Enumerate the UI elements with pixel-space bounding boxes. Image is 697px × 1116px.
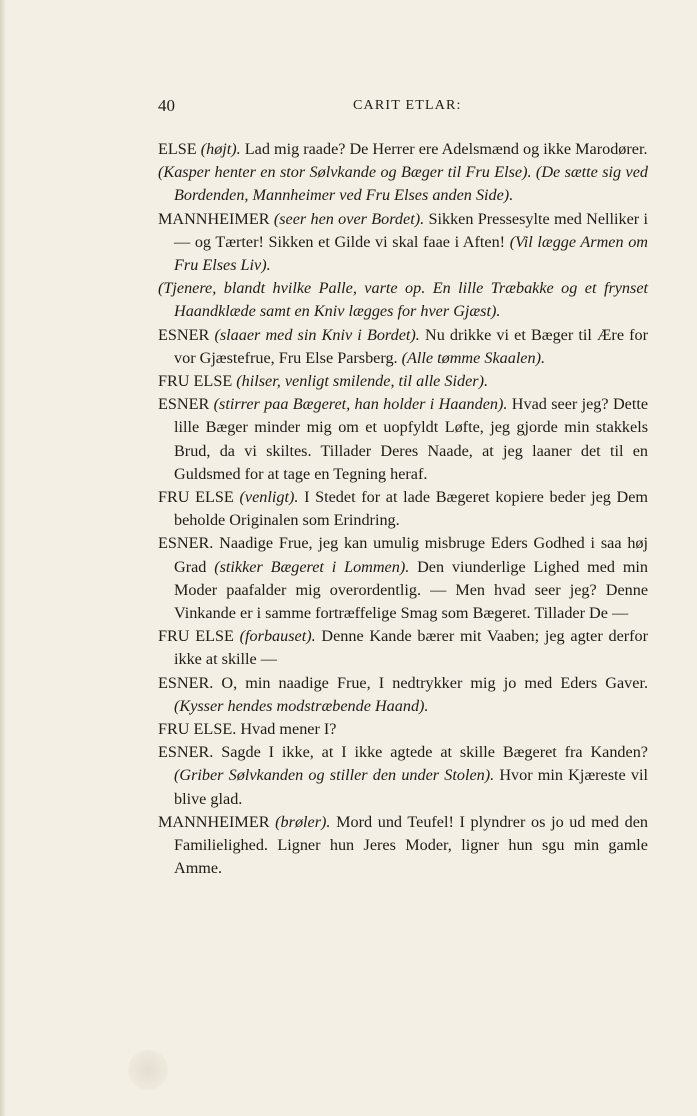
page-edge <box>0 0 6 1116</box>
dialogue-text: Hvor min Kjæreste vil blive glad. <box>174 766 648 808</box>
dialogue-text: Nu drikke vi et Bæger til Ære for vor Gjæstefrue, Fru Else Parsberg. <box>174 325 649 367</box>
dialogue-paragraph <box>158 811 648 881</box>
dialogue-text: Naadige Frue, jeg kan umulig misbruge Eders Godhed i saa høj Grad <box>174 534 649 576</box>
speaker-name: MANNHEIMER <box>158 812 270 831</box>
speaker-name: MANNHEIMER <box>158 209 270 228</box>
speaker-name: ESNER. <box>158 534 214 553</box>
stage-direction: (Griber Sølvkanden og stiller den under Stolen). <box>174 766 495 785</box>
dialogue-text: Hvad seer jeg? Dette lille Bæger minder mig om et uopfyldt Løfte, jeg gjorde min stakkels Brud, da vi skiltes. Tillader Deres Naade, at jeg laaner det til en Guldsmed for at tage en Tegning heraf. <box>174 395 648 483</box>
dialogue-text: I Stedet for at lade Bægeret kopiere beder jeg Dem beholde Originalen som Erindring. <box>174 488 649 530</box>
stage-direction: (venligt). <box>239 488 299 507</box>
dialogue-paragraph <box>158 370 648 393</box>
stage-direction: (højt). <box>200 140 241 158</box>
speaker-name: FRU ELSE <box>158 488 234 507</box>
speaker-name: FRU ELSE. <box>158 720 237 739</box>
stage-direction: (Kysser hendes modstræbende Haand). <box>174 696 429 715</box>
dialogue-paragraph <box>158 138 648 161</box>
dialogue-paragraph <box>158 532 648 625</box>
dialogue-paragraph <box>158 741 648 811</box>
page-header <box>158 96 647 120</box>
dialogue-text: Sikken Pressesylte med Nelliker i — og Tærter! Sikken et Gilde vi skal faae i Aften! <box>174 209 649 251</box>
page-number: 40 <box>158 96 175 115</box>
dialogue-text: O, min naadige Frue, I nedtrykker mig jo med Eders Gaver. <box>221 673 648 692</box>
dialogue-text: Mord und Teufel! I plyndrer os jo ud med den Familielighed. Ligner hun Jeres Moder, ligner hun sgu min gamle Amme. <box>174 812 649 878</box>
dialogue-paragraph <box>158 486 648 532</box>
stage-direction: (slaaer med sin Kniv i Bordet). <box>214 325 420 344</box>
stage-direction: (Alle tømme Skaalen). <box>401 348 546 367</box>
speaker-name: ESNER <box>158 395 210 414</box>
dialogue-paragraph <box>158 625 648 671</box>
dialogue-text: Denne Kande bærer mit Vaaben; jeg agter derfor ikke at skille — <box>174 627 649 669</box>
stage-direction: (Kasper henter en stor Sølvkande og Bæger til Fru Else). (De sætte sig ved Bordenden, Mannheimer ved Fru Elses anden Side). <box>158 163 648 205</box>
dialogue-text: Sagde I ikke, at I ikke agtede at skille Bægeret fra Kanden? <box>221 743 648 762</box>
dialogue-text: Hvad mener I? <box>240 720 337 739</box>
dialogue-text: Lad mig raade? De Herrer ere Adelsmænd og ikke Marodører. <box>244 140 648 158</box>
running-head: CARIT ETLAR: <box>353 98 462 113</box>
stage-direction-paragraph <box>158 161 648 207</box>
dialogue-paragraph <box>158 672 648 718</box>
stage-direction: (Vil lægge Armen om Fru Elses Liv). <box>174 232 648 275</box>
dialogue-text: Den viunderlige Lighed med min Moder paafalder mig overordentlig. — Men hvad seer jeg? Denne Vinkande er i samme fortræffelige Smag som Bægeret. Tillader De — <box>174 557 649 623</box>
play-text <box>158 138 648 881</box>
dialogue-paragraph <box>158 324 648 370</box>
stage-direction: (brøler). <box>275 812 331 831</box>
stage-direction: (stikker Bægeret i Lommen). <box>214 557 410 576</box>
speaker-name: ESNER. <box>158 673 214 692</box>
stage-direction: (Tjenere, blandt hvilke Palle, varte op. En lille Træbakke og et frynset Haandklæde samt en Kniv lægges for hver Gjæst). <box>158 279 648 321</box>
stage-direction-paragraph <box>158 277 648 323</box>
speaker-name: ESNER. <box>158 743 214 762</box>
speaker-name: FRU ELSE <box>158 372 233 391</box>
dialogue-paragraph <box>158 718 648 741</box>
stage-direction: (forbauset). <box>239 627 316 646</box>
speaker-name: FRU ELSE <box>158 627 234 646</box>
dialogue-paragraph <box>158 208 648 278</box>
speaker-name: ELSE <box>158 140 197 158</box>
stage-direction: (hilser, venligt smilende, til alle Sider). <box>236 372 489 391</box>
stage-direction: (seer hen over Bordet). <box>273 209 425 228</box>
speaker-name: ESNER <box>158 325 210 344</box>
dialogue-paragraph <box>158 393 648 486</box>
stage-direction: (stirrer paa Bægeret, han holder i Haanden). <box>213 395 508 414</box>
paper-stain <box>128 1050 168 1090</box>
